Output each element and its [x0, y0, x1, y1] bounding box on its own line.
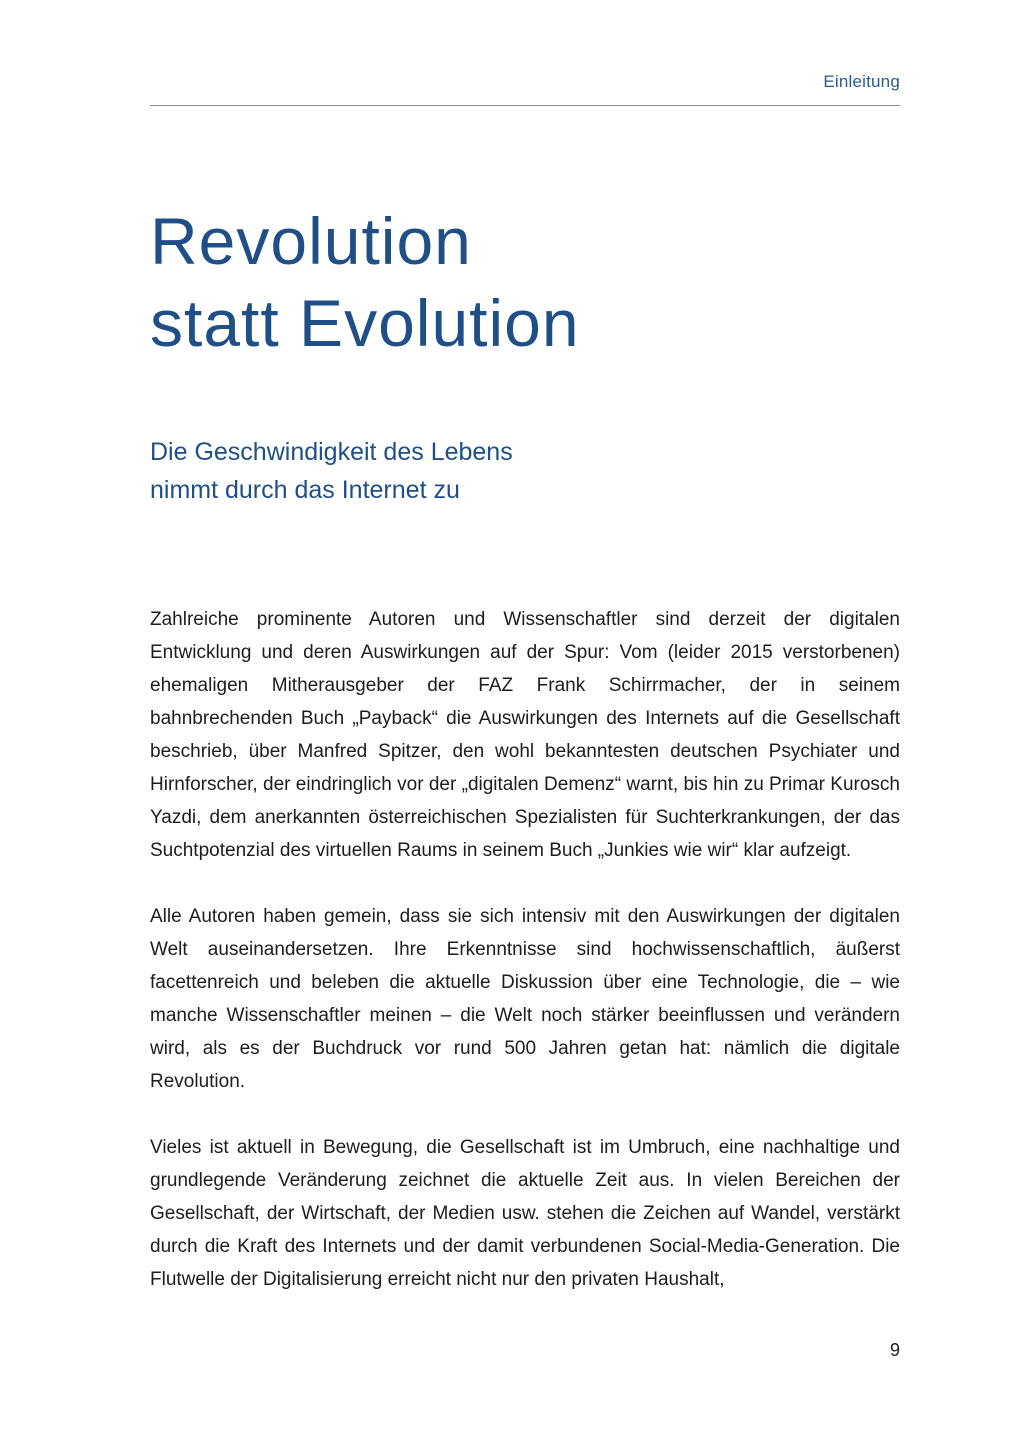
- body-paragraph-2: Alle Autoren haben gemein, dass sie sich intensiv mit den Auswirkungen der digitalen Welt auseinandersetzen. Ihre Erkenntnisse sind hochwissenschaftlich, äußerst facettenreich und beleben die aktuelle Diskussion über eine Technologie, die – wie manche Wissenschaftler meinen – die Welt noch stärker beeinflussen und verändern wird, als es der Buchdruck vor rund 500 Jahren getan hat: nämlich die digitale Revolution.: [150, 906, 900, 1092]
- chapter-subtitle-line-2: nimmt durch das Internet zu: [150, 476, 460, 504]
- running-head: Einleitung: [823, 72, 900, 91]
- body-paragraph-3: Vieles ist aktuell in Bewegung, die Gesellschaft ist im Umbruch, eine nachhaltige und grundlegende Veränderung zeichnet die aktuelle Zeit aus. In vielen Bereichen der Gesellschaft, der Wirtschaft, der Medien usw. stehen die Zeichen auf Wandel, verstärkt durch die Kraft des Internets und der damit verbundenen Social-Media-Generation. Die Flutwelle der Digitalisierung erreicht nicht nur den privaten Haushalt,: [150, 1137, 900, 1290]
- body-text: [150, 603, 900, 1329]
- header-rule: [150, 105, 900, 106]
- chapter-title-line-2: statt Evolution: [150, 286, 580, 360]
- body-paragraph-1: Zahlreiche prominente Autoren und Wissenschaftler sind derzeit der digitalen Entwicklung und deren Auswirkungen auf der Spur: Vom (leider 2015 verstorbenen) ehemaligen Mitherausgeber der FAZ Frank Schirrmacher, der in seinem bahnbrechenden Buch „Payback“ die Auswirkungen des Internets auf die Gesellschaft beschrieb, über Manfred Spitzer, den wohl bekanntesten deutschen Psychiater und Hirnforscher, der eindringlich vor der „digitalen Demenz“ warnt, bis hin zu Primar Kurosch Yazdi, dem anerkannten österreichischen Spezialisten für Suchterkrankungen, der das Suchtpotenzial des virtuellen Raums in seinem Buch „Junkies wie wir“ klar aufzeigt.: [150, 609, 900, 861]
- chapter-title-line-1: Revolution: [150, 204, 472, 278]
- chapter-title: [150, 200, 900, 364]
- chapter-subtitle-line-1: Die Geschwindigkeit des Lebens: [150, 438, 513, 466]
- page-number: 9: [889, 1340, 900, 1360]
- chapter-subtitle: [150, 433, 900, 509]
